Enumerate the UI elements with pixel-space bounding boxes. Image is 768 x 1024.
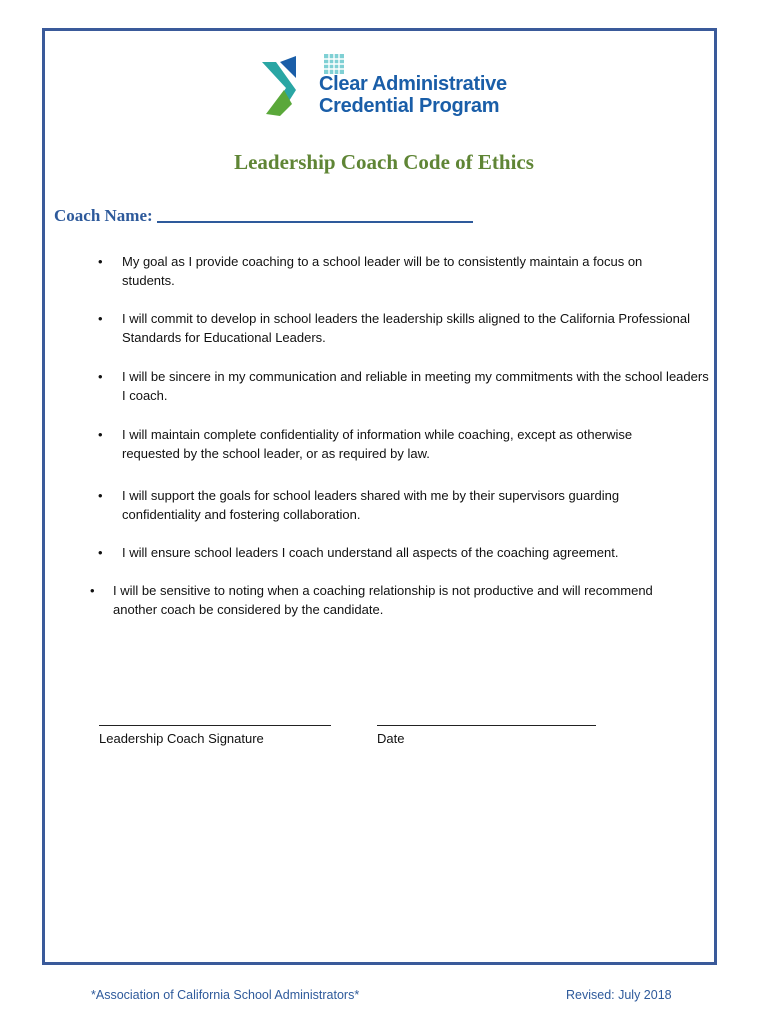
program-logo <box>262 54 512 118</box>
bullet-dot-icon: • <box>98 311 103 326</box>
coach-name-label: Coach Name: <box>54 206 153 225</box>
document-title: Leadership Coach Code of Ethics <box>234 150 534 174</box>
logo-text-line2: Credential Program <box>319 95 500 117</box>
footer-organization: *Association of California School Administrators* <box>91 988 360 1002</box>
logo-text-line1: Clear Administrative <box>319 73 507 95</box>
bullet-dot-icon: • <box>98 488 103 503</box>
coach-name-blank-line[interactable] <box>157 221 473 223</box>
bullet-dot-icon: • <box>98 427 103 442</box>
bullet-dot-icon: • <box>90 583 95 598</box>
bullet-text: I will maintain complete confidentiality of information while coaching, except as otherwise requested by the school leader, or as required by law. <box>122 427 633 461</box>
signature-line[interactable] <box>99 725 331 726</box>
bullet-dot-icon: • <box>98 545 103 560</box>
bullet-text: I will support the goals for school leaders shared with me by their supervisors guarding confidentiality and fostering collaboration. <box>122 488 620 522</box>
coach-name-field <box>54 206 473 226</box>
bullet-dot-icon: • <box>98 369 103 384</box>
footer-revised-date: Revised: July 2018 <box>566 988 672 1002</box>
bullet-text: I will ensure school leaders I coach understand all aspects of the coaching agreement. <box>122 545 619 560</box>
bullet-text: I will be sensitive to noting when a coaching relationship is not productive and will recommend another coach be considered by the candidate. <box>113 583 653 617</box>
signature-label: Leadership Coach Signature <box>99 731 264 746</box>
logo-grid-icon <box>324 54 344 74</box>
date-line[interactable] <box>377 725 596 726</box>
bullet-text: I will be sincere in my communication and reliable in meeting my commitments with the school leaders I coach. <box>122 369 709 403</box>
bullet-text: My goal as I provide coaching to a school leader will be to consistently maintain a focus on students. <box>122 254 643 288</box>
bullet-text: I will commit to develop in school leaders the leadership skills aligned to the California Professional Standards for Educational Leaders. <box>122 311 690 345</box>
bullet-dot-icon: • <box>98 254 103 269</box>
date-label: Date <box>377 731 405 746</box>
logo-mark-icon <box>262 54 322 118</box>
